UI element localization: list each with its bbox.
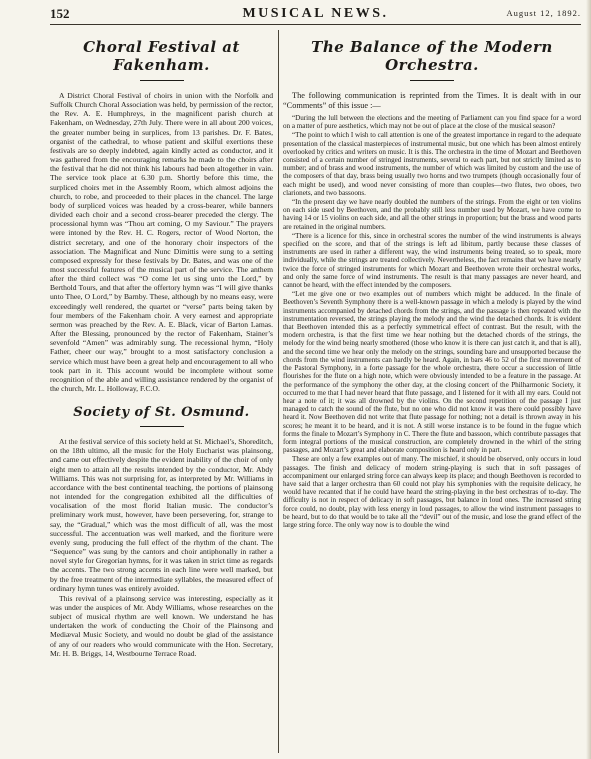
page-header (50, 6, 581, 25)
right-column (283, 38, 581, 755)
issue-date: August 12, 1892. (506, 8, 581, 18)
article-intro: The following communication is reprinted from the Times. It is dealt with in our “Comments” of this issue :— (283, 91, 581, 110)
title-rule (140, 80, 184, 81)
article-paragraph: At the festival service of this society held at St. Michael’s, Shoreditch, on the 18th ultimo, all the music for the Holy Eucharist was plainsong, and came out effectively despite the evident inability of the choir of only eight men to attain all the results intended by the conductor, Mr. Abdy Williams. This was not surprising for, as interpreted by Mr. Williams in accordance with the best continental teaching, the portions of plainsong not intended for the congregation exhibited all the difficulties of vocalisation of the most florid Italian music. The conductor’s preliminary work must, however, have been persevering, for, strange to say, the “Gradual,” which was the most difficult of all, was the most successful. The accentuation was well marked, and the fioriture were evenly sung, producing the full effect of the rhythm of the chant. The “Sequence” was sung by the cantors and choir antiphonally in rather a novel style for Gregorian hymns, for it was taken in strict time as regards the accents. The two strong accents in each line were well marked, but by the free treatment of the intermediate syllables, the measured effect of ordinary hymn tunes was entirely avoided. (50, 437, 273, 593)
article-paragraph: “There is a licence for this, since in orchestral scores the number of the wind instruments is always specified on the score, and that of the strings is left ad libitum, partly because these classes of instruments are used in rather a different way, the wind instruments being treated, so to speak, more individually, while the strings are treated collectively. Nevertheless, the fact remains that we have nearly twice the force of stringed instruments for which Mozart and Beethoven wrote their orchestral works, and only the same force of wind instruments. The result is that many passages are never heard, and cannot be heard, with the effect intended by the composers. (283, 231, 581, 290)
article-paragraph: “Let me give one or two examples out of numbers which might be adduced. In the finale of Beethoven’s Seventh Symphony there is a well-known passage in which a melody is played by the wind instruments accompanied by detached chords from the strings, and the passage is then repeated with the instrumentation reversed, the strings playing the melody and the wind the detached chords. It is evident that Beethoven intended this as a perfectly symmetrical effect of contrast. But the result, with the modern orchestra, is that the first time we hear nothing but the detached chords of the strings, the melody for the wind being nearly smothered (those who know it is there can just catch it, and that is all), and the second time we hear only the melody on the strings, sounding bare and unsupported because the chords from the wind instruments can hardly be heard. Again, in bars 46 to 52 of the first movement of the Pastoral Symphony, in a forte passage for the whole orchestra, there occur a succession of little flourishes for the flute on a high note, which were obviously intended to be a feature in the passage. At the performance of the symphony the other day, at the closing concert of the Philharmonic Society, it occurred to me that I had never heard that flute passage, and I listened for it with all my ears. Could not hear a note of it; it was all drowned by the violins. On the second repetition of the passage I just managed to catch the sound of the flute, but no one who did not know it was there could possibly have heard it. Now Beethoven did not write that flute passage for nothing; not a detail is thrown away in his scores; he meant it to be heard, and it is not. A still worse instance is to be found in the fugue which forms the finale to Mozart’s Symphony in C. There the flute and bassoon, which contribute passages that form integral portions of the musical construction, are completely drowned in the whirl of the string passages, and Mozart’s great and elaborate composition is heard only in part. (283, 290, 581, 455)
section-gap (50, 393, 273, 405)
article-paragraph: “The point to which I wish to call attention is one of the greatest importance in regard to the adequate presentation of the classical masterpieces of instrumental music, but one which has been almost entirely overlooked by critics and writers on music. It is this. The orchestra in the time of Mozart and Beethoven consisted of a certain number of stringed instruments, several to each part, but not strictly limited as to number; and of brass and wood instruments, the number of which was limited by custom and the use of the composers of that day, brass being usually two horns and two trumpets (though occasionally four of each might be used), and wood never consisting of more than couples—two flutes, two oboes, two clarionets, and two bassoons. (283, 131, 581, 197)
article-title-choral-festival: Choral Festival at Fakenham. (83, 38, 240, 74)
title-rule (410, 80, 454, 81)
article-title-orchestra: The Balance of the Modern Orchestra. (311, 38, 553, 74)
page-edge-shadow (586, 0, 591, 759)
left-column (50, 38, 273, 755)
article-paragraph: These are only a few examples out of many. The mischief, it should be observed, only occurs in loud passages. The finish and delicacy of modern string-playing is such that in soft passages of accompaniment our enlarged string force can always keep its place; and though Beethoven is recorded to have said that a larger orchestra than 60 could not play his symphonies with the requisite delicacy, he would have recanted that if he could have heard the string-playing in the best orchestras of to-day. The difficulty is not in respect of delicacy in soft passages, but balance in loud ones. The increased string force could, no doubt, play with less energy in loud passages, to allow the wind instrument passages to be heard, but to do that would be to take all the “devil” out of the music, and lose the grand effect of the large string force. The only way now is to double the wind (283, 455, 581, 529)
article-paragraph: “In the present day we have nearly doubled the numbers of the strings. From the eight or ten violins on each side used by Beethoven, and the probably still less number used by Mozart, we have come to having 14 or 15 violins on each side, and all the other strings in proportion; but the brass and wood parts are retained in the original numbers. (283, 198, 581, 231)
column-divider (278, 30, 279, 753)
page-number: 152 (50, 6, 70, 21)
title-rule (140, 426, 184, 427)
article-title-st-osmund: Society of St. Osmund. (73, 405, 250, 421)
article-paragraph: This revival of a plainsong service was interesting, especially as it was under the auspices of Mr. Abdy Williams, whose researches on the subject of musical rhythm are well known. We understand he has undertaken the work of conducting the Choir of the Plainsong and Mediæval Music Society, and would no doubt be glad of the assistance of any of our readers who would communicate with the Hon. Secretary, Mr. H. B. Briggs, 14, Westbourne Terrace Road. (50, 593, 273, 658)
article-paragraph: A District Choral Festival of choirs in union with the Norfolk and Suffolk Church Choral Association was held, by permission of the rector, the Rev. A. E. Humphreys, in the magnificent parish church at Fakenham, on Wednesday, 27th July. There were in all about 200 voices, the greater number being in surplices, from 13 parishes. Dr. F. Bates, organist of the cathedral, to whose patient and skilful exertions these festivals are so deeply indebted, again kindly acted as conductor, and it was gathered from the encouraging remarks he made to the choirs after the festival that he did not think his labours had been altogether in vain. The service took place at 6.30 p.m. Shortly before this time, the surpliced choirs met in the Assembly Room, which almost adjoins the church, to robe, and proceeded to their places in the chancel. The large body of surpliced voices was headed by a cross-bearer, while banners divided each choir and a second cross-bearer preceded the clergy. The processional hymn was “Thou art coming, O my Saviour.” The prayers were intoned by the Rev. H. C. Rogers, rector of Wood Norton, the district secretary, and one of the honorary choir inspectors of the association. The Magnificat and Nunc Dimittis were sung to a setting composed expressly for these festivals by Dr. Bates, and was one of the most successful features of the musical part of the service. The anthem after the third collect was “O come let us sing unto the Lord,” by Berthold Tours, and that after the offertory hymn was “I will give thanks unto Thee, O Lord,” by Barnby. These, although by no means easy, were exceedingly well rendered, the quartet or “verse” parts being taken by four members of the Fakenham choir. A very earnest and appropriate sermon was preached by the Rev. A. E. Black, vicar of Barton Lamas. After the Blessing, pronounced by the rector of Fakenham, Stainer’s sevenfold “Amen” was admirably sung. The recessional hymn, “Holy Father, cheer our way,” brought to a most satisfactory conclusion a service which must have been a great help and encouragement to all who took part in it. This account would be incomplete without some recognition of the able and willing assistance rendered by the organist of the church, Mr. L. Holloway, F.C.O. (50, 91, 273, 393)
journal-title: MUSICAL NEWS. (242, 6, 389, 21)
article-paragraph: “During the lull between the elections and the meeting of Parliament can you find space for a word on a matter of pure aesthetics, which may not be out of place at the close of the musical season? (283, 114, 581, 131)
